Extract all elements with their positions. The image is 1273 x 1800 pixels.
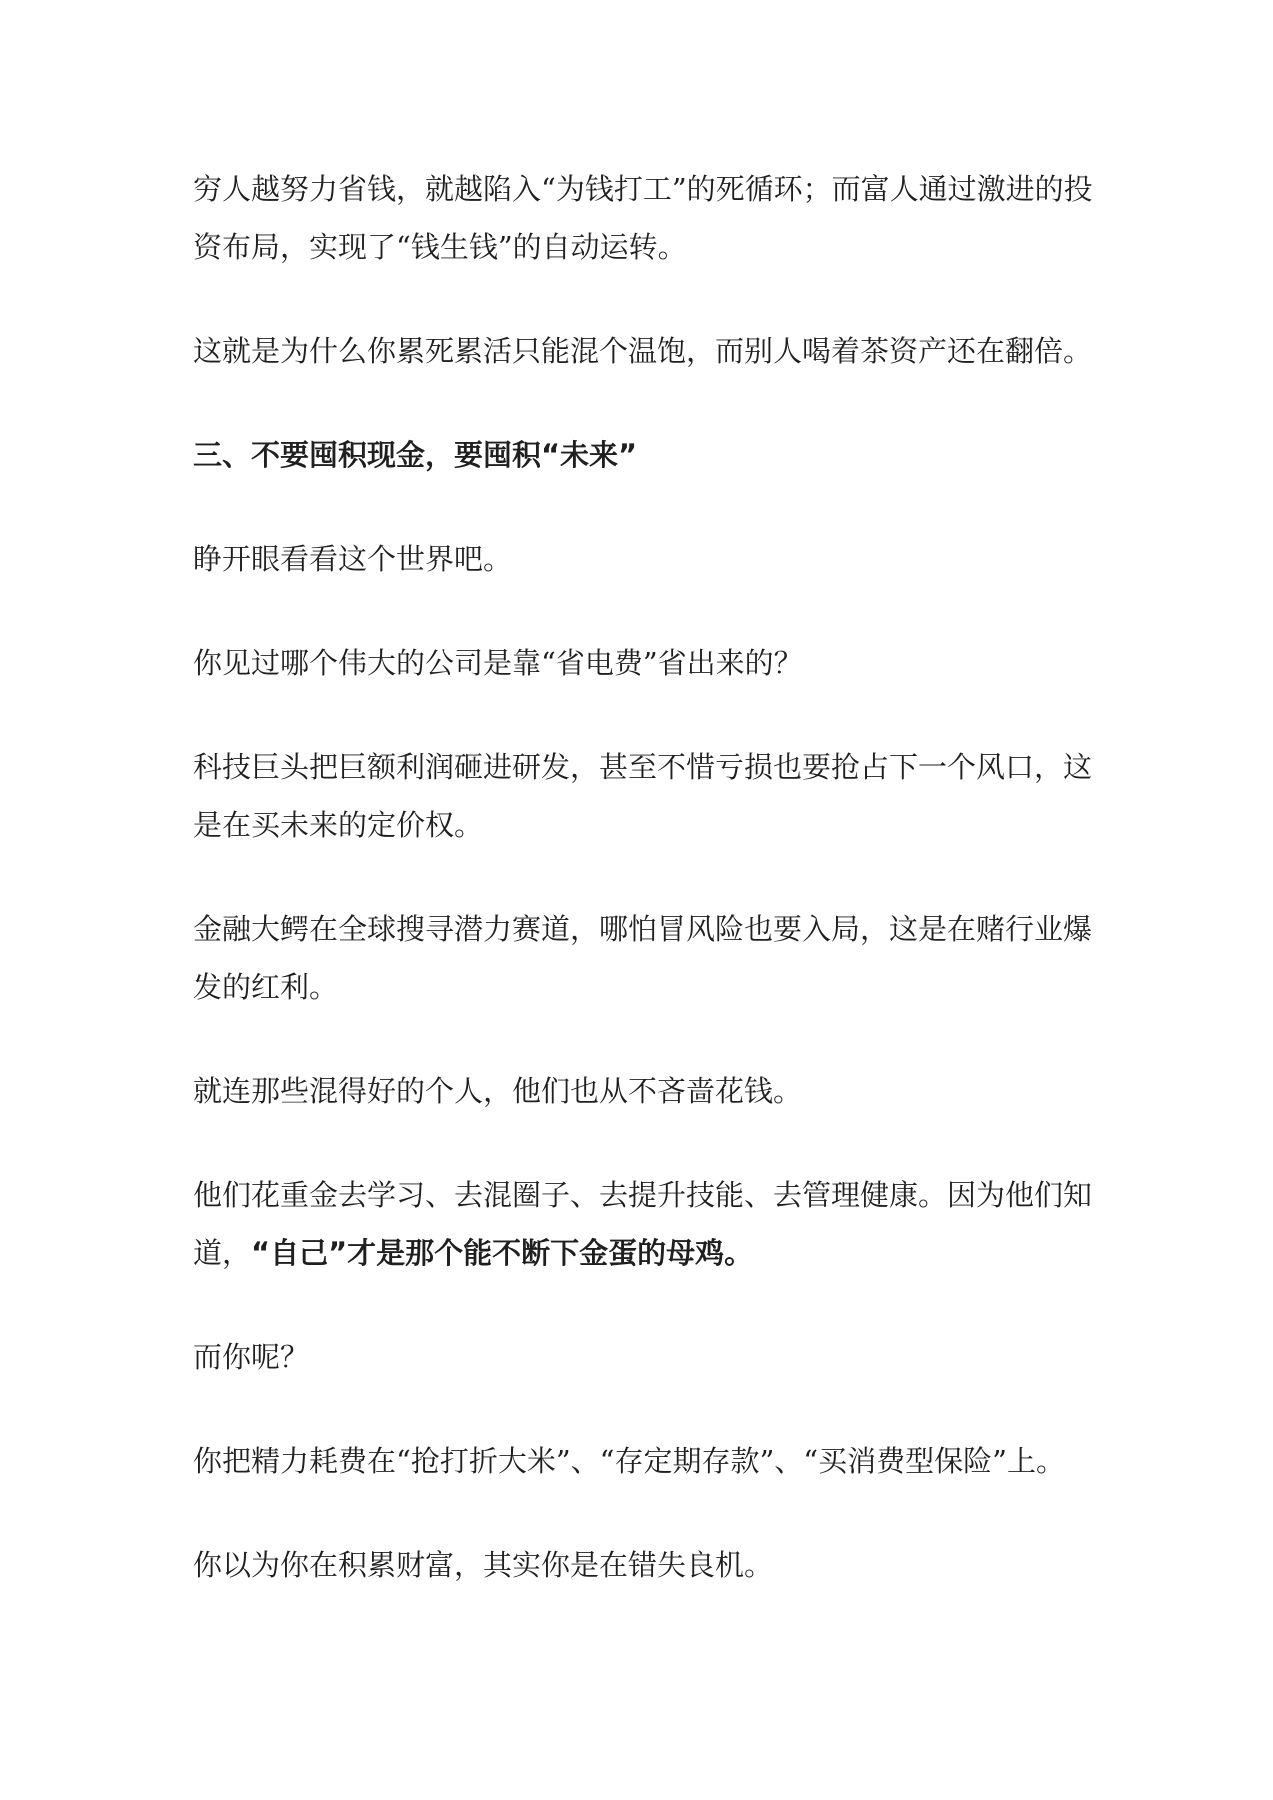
paragraph: 穷人越努力省钱，就越陷入“为钱打工”的死循环；而富人通过激进的投资布局，实现了“钱生钱”的自动运转。 xyxy=(193,172,1093,264)
paragraph-text: 他们花重金去学习、去混圈子、去提升技能、去管理健康。因为他们知道， xyxy=(193,1178,1093,1270)
paragraph: 你把精力耗费在“抢打折大米”、“存定期存款”、“买消费型保险”上。 xyxy=(193,1444,1065,1478)
section-heading: 三、不要囤积现金，要囤积“未来” xyxy=(193,438,638,472)
mixed-paragraph xyxy=(193,1166,1093,1282)
paragraph: 你见过哪个伟大的公司是靠“省电费”省出来的？ xyxy=(193,646,803,680)
paragraph: 你以为你在积累财富，其实你是在错失良机。 xyxy=(193,1548,774,1582)
paragraph: 就连那些混得好的个人，他们也从不吝啬花钱。 xyxy=(193,1074,803,1108)
paragraph: 这就是为什么你累死累活只能混个温饱，而别人喝着茶资产还在翻倍。 xyxy=(193,334,1093,368)
paragraph: 金融大鳄在全球搜寻潜力赛道，哪怕冒风险也要入局，这是在赌行业爆发的红利。 xyxy=(193,912,1093,1004)
document-body xyxy=(193,160,1093,1640)
emphasis-text: “自己”才是那个能不断下金蛋的母鸡。 xyxy=(251,1236,754,1270)
paragraph: 而你呢？ xyxy=(193,1340,310,1374)
paragraph: 睁开眼看看这个世界吧。 xyxy=(193,542,513,576)
paragraph: 科技巨头把巨额利润砸进研发，甚至不惜亏损也要抢占下一个风口，这是在买未来的定价权。 xyxy=(193,750,1093,842)
